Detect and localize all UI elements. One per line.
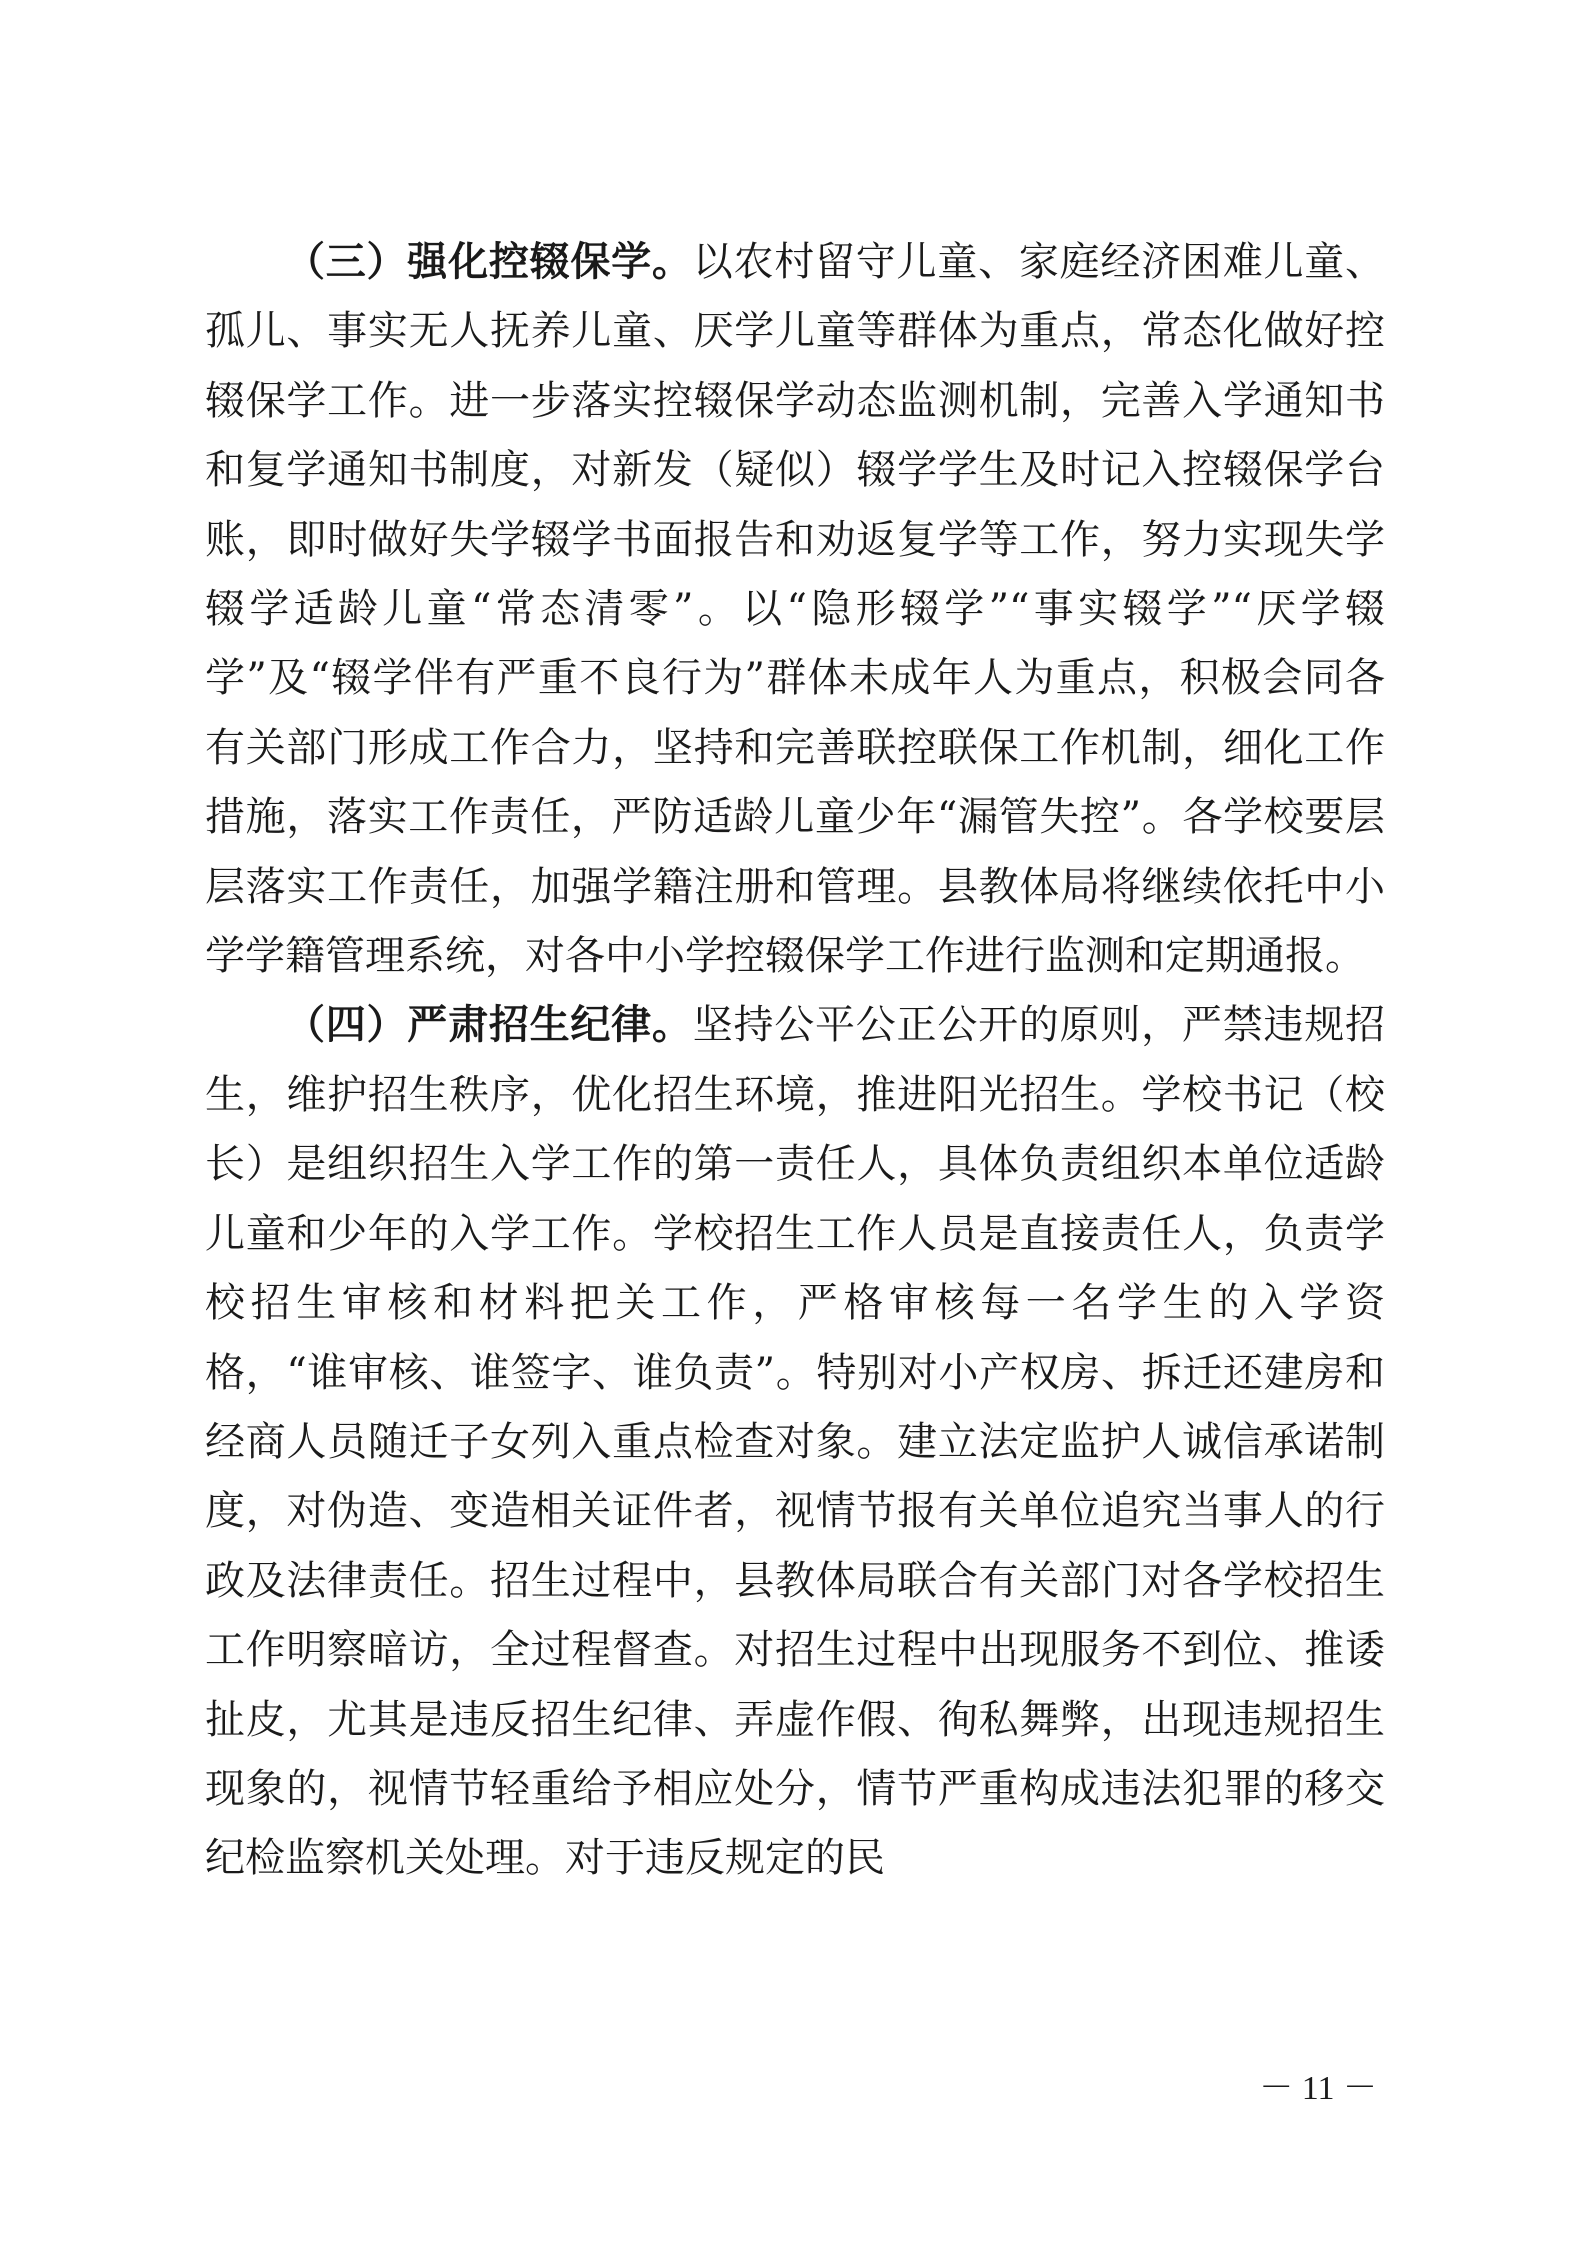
- section-heading-four: （四）严肃招生纪律。: [285, 1002, 693, 1049]
- document-body: [205, 228, 1385, 1894]
- paragraph-text: 以农村留守儿童、家庭经济困难儿童、孤儿、事实无人抚养儿童、厌学儿童等群体为重点，常态化做好控辍保学工作。进一步落实控辍保学动态监测机制，完善入学通知书和复学通知书制度，对新发（疑似）辍学学生及时记入控辍保学台账，即时做好失学辍学书面报告和劝返复学等工作，努力实现失学辍学适龄儿童“常态清零”。以“隐形辍学”“事实辍学”“厌学辍学”及“辍学伴有严重不良行为”群体未成年人为重点，积极会同各有关部门形成工作合力，坚持和完善联控联保工作机制，细化工作措施，落实工作责任，严防适龄儿童少年“漏管失控”。各学校要层层落实工作责任，加强学籍注册和管理。县教体局将继续依托中小学学籍管理系统，对各中小学控辍保学工作进行监测和定期通报。: [205, 239, 1386, 980]
- paragraph-text: 坚持公平公正公开的原则，严禁违规招生，维护招生秩序，优化招生环境，推进阳光招生。学校书记（校长）是组织招生入学工作的第一责任人，具体负责组织本单位适龄儿童和少年的入学工作。学校招生工作人员是直接责任人，负责学校招生审核和材料把关工作，严格审核每一名学生的入学资格，“谁审核、谁签字、谁负责”。特别对小产权房、拆迁还建房和经商人员随迁子女列入重点检查对象。建立法定监护人诚信承诺制度，对伪造、变造相关证件者，视情节报有关单位追究当事人的行政及法律责任。招生过程中，县教体局联合有关部门对各学校招生工作明察暗访，全过程督查。对招生过程中出现服务不到位、推诿扯皮，尤其是违反招生纪律、弄虚作假、徇私舞弊，出现违规招生现象的，视情节轻重给予相应处分，情节严重构成违法犯罪的移交纪检监察机关处理。对于违反规定的民: [205, 1002, 1386, 1882]
- paragraph-control-dropout: [205, 228, 1385, 991]
- page-number: － 11 －: [1259, 2070, 1377, 2107]
- paragraph-enrollment-discipline: [205, 991, 1385, 1893]
- section-heading-three: （三）强化控辍保学。: [285, 239, 693, 285]
